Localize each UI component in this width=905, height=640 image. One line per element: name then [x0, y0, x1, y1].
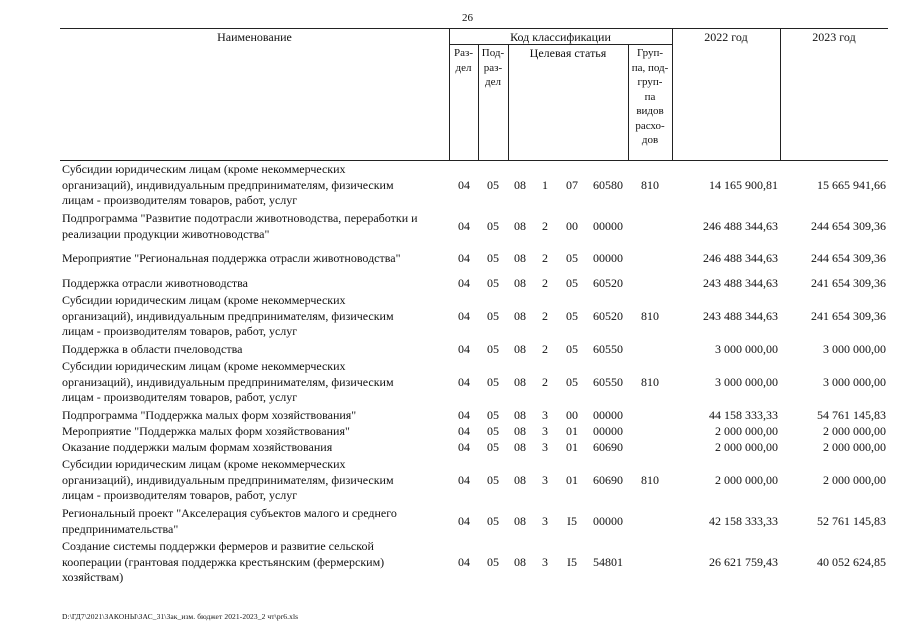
header-razdel-line: Раз- — [453, 47, 473, 59]
header-2023: 2023 год — [812, 30, 856, 44]
row-name — [62, 293, 454, 340]
row-cell-t4: 00000 — [593, 219, 623, 233]
row-cell-pr: 05 — [487, 308, 499, 323]
row-cell-t1: 08 — [514, 514, 526, 528]
row-cell-v2023: 2 000 000,00 — [823, 440, 886, 455]
row-cell-t1: 08 — [514, 408, 526, 423]
page-number: 26 — [462, 12, 473, 24]
row-cell-pr: 05 — [487, 342, 499, 357]
row-cell-t2: 2 — [542, 374, 548, 389]
row-cell-pr: 05 — [487, 514, 499, 528]
header-2022: 2022 год — [704, 30, 748, 44]
row-cell-v2023: 2 000 000,00 — [823, 472, 886, 487]
row-cell-vr: 810 — [641, 472, 659, 487]
row-name — [62, 440, 454, 456]
row-cell-v2023: 2 000 000,00 — [823, 424, 886, 439]
row-name — [62, 457, 454, 504]
row-cell-t1: 08 — [514, 472, 526, 487]
row-cell-rz: 04 — [458, 219, 470, 233]
row-cell-t2: 3 — [542, 408, 548, 423]
row-cell-t2: 3 — [542, 424, 548, 439]
col-divider — [672, 28, 673, 160]
row-cell-t4: 60520 — [593, 308, 623, 323]
row-cell-vr: 810 — [641, 177, 659, 192]
row-name-line: организаций), индивидуальным предпринимателям, физическим — [62, 472, 394, 487]
row-name-line: лицам - производителям товаров, работ, услуг — [62, 390, 298, 404]
row-cell-pr: 05 — [487, 472, 499, 487]
row-cell-t1: 08 — [514, 219, 526, 233]
row-name-line: Мероприятие "Поддержка малых форм хозяйствования" — [62, 424, 350, 438]
row-cell-pr: 05 — [487, 424, 499, 439]
row-cell-v2022: 246 488 344,63 — [703, 219, 778, 233]
row-cell-rz: 04 — [458, 308, 470, 323]
row-cell-t2: 3 — [542, 554, 548, 569]
row-cell-v2022: 14 165 900,81 — [709, 177, 778, 192]
row-cell-t2: 1 — [542, 177, 548, 192]
row-cell-rz: 04 — [458, 276, 470, 291]
row-cell-t3: 05 — [566, 374, 578, 389]
row-name-line: реализации продукции животноводства" — [62, 226, 270, 241]
header-podrazdel-line: дел — [485, 76, 501, 88]
row-cell-t4: 54801 — [593, 554, 623, 569]
row-cell-t4: 00000 — [593, 424, 623, 439]
row-cell-rz: 04 — [458, 177, 470, 192]
row-name — [62, 162, 454, 209]
col-divider — [780, 28, 781, 160]
row-cell-v2022: 243 488 344,63 — [703, 276, 778, 291]
row-name-line: хозяйствам) — [62, 570, 124, 584]
row-cell-v2023: 40 052 624,85 — [817, 554, 886, 569]
row-cell-pr: 05 — [487, 408, 499, 423]
row-cell-rz: 04 — [458, 424, 470, 439]
row-cell-t3: 07 — [566, 177, 578, 192]
header-razdel — [449, 46, 478, 75]
row-name-line: организаций), индивидуальным предпринимателям, физическим — [62, 177, 394, 192]
row-cell-v2022: 246 488 344,63 — [703, 251, 778, 266]
row-cell-rz: 04 — [458, 514, 470, 528]
row-cell-pr: 05 — [487, 251, 499, 266]
row-cell-pr: 05 — [487, 219, 499, 233]
row-name-line: организаций), индивидуальным предпринимателям, физическим — [62, 374, 394, 389]
row-name-line: Субсидии юридическим лицам (кроме некоммерческих — [62, 359, 346, 373]
row-cell-rz: 04 — [458, 342, 470, 357]
row-cell-t3: 01 — [566, 472, 578, 487]
row-name-line: Оказание поддержки малым формам хозяйствования — [62, 440, 333, 454]
header-vid-line: груп- — [637, 76, 663, 88]
row-name-line: Поддержка отрасли животноводства — [62, 276, 248, 290]
row-cell-v2023: 244 654 309,36 — [811, 219, 886, 233]
row-cell-t3: 05 — [566, 276, 578, 291]
row-cell-t1: 08 — [514, 374, 526, 389]
row-name-line: Подпрограмма "Поддержка малых форм хозяйствования" — [62, 408, 357, 422]
row-cell-t4: 60550 — [593, 342, 623, 357]
row-cell-t1: 08 — [514, 424, 526, 439]
row-cell-t4: 60520 — [593, 276, 623, 291]
row-cell-pr: 05 — [487, 374, 499, 389]
row-cell-v2023: 52 761 145,83 — [817, 514, 886, 528]
header-vid-line: дов — [641, 134, 659, 146]
header-podrazdel — [478, 46, 508, 90]
row-cell-t3: 00 — [566, 219, 578, 233]
row-cell-t3: 01 — [566, 424, 578, 439]
row-name — [62, 506, 454, 537]
row-name-line: Субсидии юридическим лицам (кроме некоммерческих — [62, 293, 346, 307]
row-name-line: Мероприятие "Региональная поддержка отрасли животноводства" — [62, 251, 401, 265]
row-name-line: Создание системы поддержки фермеров и развитие сельской — [62, 539, 374, 553]
row-name — [62, 359, 454, 406]
row-cell-t1: 08 — [514, 440, 526, 455]
row-cell-rz: 04 — [458, 374, 470, 389]
row-cell-v2022: 42 158 333,33 — [709, 514, 778, 528]
header-podrazdel-line: Под- — [481, 47, 505, 59]
row-cell-v2023: 3 000 000,00 — [823, 342, 886, 357]
row-name-line: Подпрограмма "Развитие подотрасли животноводства, переработки и — [62, 211, 418, 225]
row-name-line: предпринимательства" — [62, 521, 179, 536]
row-name-line: лицам - производителям товаров, работ, услуг — [62, 488, 298, 502]
table-top-border — [60, 28, 888, 29]
row-cell-v2022: 2 000 000,00 — [715, 472, 778, 487]
row-cell-v2023: 241 654 309,36 — [811, 276, 886, 291]
row-cell-vr: 810 — [641, 374, 659, 389]
row-cell-t1: 08 — [514, 554, 526, 569]
header-podrazdel-line: раз- — [483, 61, 503, 74]
row-cell-t1: 08 — [514, 308, 526, 323]
row-cell-t1: 08 — [514, 251, 526, 266]
row-cell-v2023: 15 665 941,66 — [817, 177, 886, 192]
col-divider — [508, 44, 509, 160]
row-cell-t3: I5 — [567, 514, 577, 528]
row-cell-vr: 810 — [641, 308, 659, 323]
row-cell-t2: 3 — [542, 472, 548, 487]
row-cell-pr: 05 — [487, 276, 499, 291]
header-vid-line: па, под- — [631, 61, 669, 74]
row-name-line: кооперации (грантовая поддержка крестьянским (фермерским) — [62, 554, 385, 569]
row-cell-rz: 04 — [458, 408, 470, 423]
row-name — [62, 424, 454, 440]
row-cell-v2022: 3 000 000,00 — [715, 374, 778, 389]
row-cell-t3: 00 — [566, 408, 578, 423]
row-name-line: Региональный проект "Акселерация субъектов малого и среднего — [62, 506, 397, 520]
row-cell-t2: 3 — [542, 440, 548, 455]
row-cell-rz: 04 — [458, 554, 470, 569]
row-name-line: лицам - производителям товаров, работ, услуг — [62, 193, 298, 207]
row-cell-v2023: 241 654 309,36 — [811, 308, 886, 323]
row-cell-t4: 60550 — [593, 374, 623, 389]
row-name-line: Субсидии юридическим лицам (кроме некоммерческих — [62, 162, 346, 176]
row-name — [62, 251, 454, 267]
header-vid-line: па — [644, 90, 656, 103]
header-vid-line: видов — [636, 105, 664, 117]
row-cell-t3: 05 — [566, 342, 578, 357]
header-razdel-line: дел — [455, 61, 472, 74]
row-cell-t3: I5 — [567, 554, 577, 569]
row-name-line: Поддержка в области пчеловодства — [62, 342, 243, 356]
row-cell-t4: 00000 — [593, 514, 623, 528]
header-vid-line: Груп- — [636, 47, 664, 59]
header-vid — [628, 46, 672, 148]
row-cell-v2023: 54 761 145,83 — [817, 408, 886, 423]
row-cell-t3: 01 — [566, 440, 578, 455]
row-cell-v2022: 44 158 333,33 — [709, 408, 778, 423]
row-name — [62, 211, 454, 242]
row-cell-pr: 05 — [487, 440, 499, 455]
row-cell-t4: 60690 — [593, 472, 623, 487]
header-code-group: Код классификации — [510, 30, 611, 44]
row-cell-t2: 3 — [542, 514, 548, 528]
row-cell-t4: 60580 — [593, 177, 623, 192]
row-name — [62, 539, 454, 586]
row-cell-rz: 04 — [458, 472, 470, 487]
row-cell-t2: 2 — [542, 276, 548, 291]
row-cell-rz: 04 — [458, 440, 470, 455]
header-vid-line: расхо- — [635, 119, 665, 132]
row-cell-v2022: 26 621 759,43 — [709, 554, 778, 569]
row-cell-v2022: 2 000 000,00 — [715, 440, 778, 455]
row-cell-v2022: 243 488 344,63 — [703, 308, 778, 323]
header-name: Наименование — [217, 30, 292, 44]
header-bottom-border — [60, 160, 888, 161]
row-cell-t2: 2 — [542, 342, 548, 357]
row-name-line: Субсидии юридическим лицам (кроме некоммерческих — [62, 457, 346, 471]
row-cell-t2: 2 — [542, 251, 548, 266]
header-target: Целевая статья — [529, 46, 607, 60]
row-cell-pr: 05 — [487, 554, 499, 569]
code-group-divider — [449, 44, 672, 45]
row-cell-t1: 08 — [514, 276, 526, 291]
row-cell-t2: 2 — [542, 219, 548, 233]
row-cell-t1: 08 — [514, 177, 526, 192]
row-cell-t4: 00000 — [593, 408, 623, 423]
row-cell-t4: 00000 — [593, 251, 623, 266]
row-cell-t3: 05 — [566, 251, 578, 266]
row-cell-rz: 04 — [458, 251, 470, 266]
row-cell-v2023: 244 654 309,36 — [811, 251, 886, 266]
row-cell-t3: 05 — [566, 308, 578, 323]
row-cell-v2022: 2 000 000,00 — [715, 424, 778, 439]
row-name — [62, 276, 454, 292]
row-cell-t4: 60690 — [593, 440, 623, 455]
row-cell-t1: 08 — [514, 342, 526, 357]
row-cell-pr: 05 — [487, 177, 499, 192]
row-name — [62, 408, 454, 424]
row-cell-v2022: 3 000 000,00 — [715, 342, 778, 357]
row-name — [62, 342, 454, 358]
row-name-line: лицам - производителям товаров, работ, услуг — [62, 324, 298, 338]
row-cell-v2023: 3 000 000,00 — [823, 374, 886, 389]
row-name-line: организаций), индивидуальным предпринимателям, физическим — [62, 308, 394, 323]
row-cell-t2: 2 — [542, 308, 548, 323]
file-path-footer: D:\ГД7\2021\ЗАКОНЫ\ЗАС_31\Зак_изм. бюджет 2021-2023_2 чт\pr6.xls — [62, 612, 299, 621]
